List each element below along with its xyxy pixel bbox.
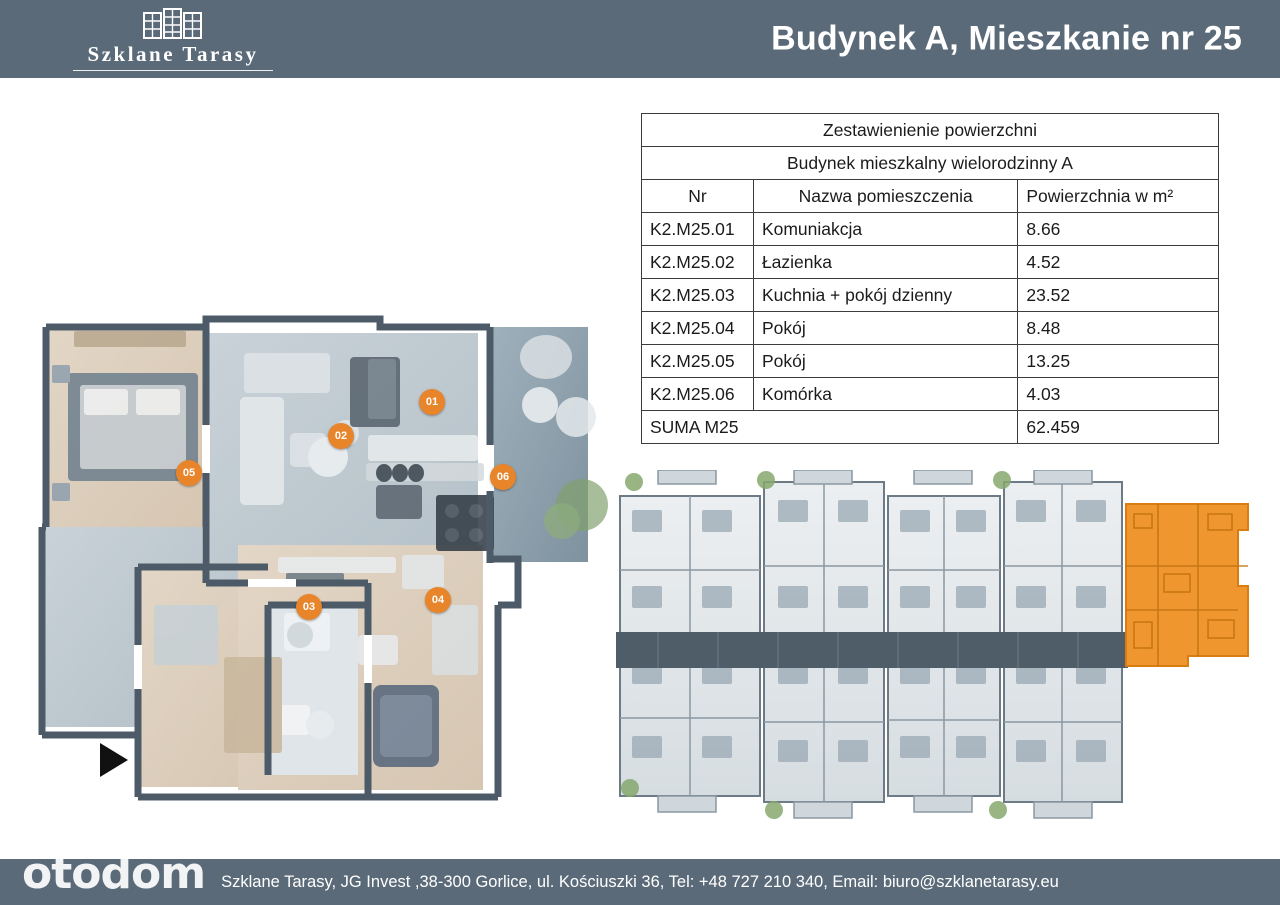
otodom-watermark: otodom <box>22 848 206 899</box>
cell-name: Pokój <box>753 345 1017 378</box>
table-row <box>642 246 1219 279</box>
column-header-area: Powierzchnia w m² <box>1018 180 1219 213</box>
brand-name: Szklane Tarasy <box>87 41 259 66</box>
table-header-row <box>642 180 1219 213</box>
table-total-row <box>642 411 1219 444</box>
column-header-name: Nazwa pomieszczenia <box>753 180 1017 213</box>
logo-divider <box>73 70 273 71</box>
page-header <box>0 0 1280 78</box>
room-badge-01: 01 <box>419 389 445 415</box>
table-row <box>642 378 1219 411</box>
total-area: 62.459 <box>1018 411 1219 444</box>
floorplan-drawing <box>28 305 608 815</box>
cell-area: 8.66 <box>1018 213 1219 246</box>
table-title: Zestawienienie powierzchni <box>642 114 1219 147</box>
room-badge-04: 04 <box>425 587 451 613</box>
apartment-floorplan <box>28 305 608 815</box>
cell-nr: K2.M25.01 <box>642 213 754 246</box>
table-subtitle: Budynek mieszkalny wielorodzinny A <box>642 147 1219 180</box>
cell-nr: K2.M25.03 <box>642 279 754 312</box>
cell-area: 8.48 <box>1018 312 1219 345</box>
table-title-row <box>642 114 1219 147</box>
building-keyplan <box>598 470 1258 835</box>
room-badge-06: 06 <box>490 464 516 490</box>
total-label: SUMA M25 <box>642 411 1018 444</box>
cell-name: Kuchnia + pokój dzienny <box>753 279 1017 312</box>
table-subtitle-row <box>642 147 1219 180</box>
cell-area: 4.52 <box>1018 246 1219 279</box>
cell-nr: K2.M25.02 <box>642 246 754 279</box>
keyplan-drawing <box>598 470 1258 835</box>
cell-area: 4.03 <box>1018 378 1219 411</box>
area-summary-table <box>641 113 1219 444</box>
table-row <box>642 345 1219 378</box>
brand-logo <box>58 6 288 72</box>
page-title: Budynek A, Mieszkanie nr 25 <box>771 19 1242 58</box>
entrance-arrow-icon <box>100 743 128 777</box>
room-badge-05: 05 <box>176 460 202 486</box>
footer-contact-text: Szklane Tarasy, JG Invest ,38-300 Gorlice, ul. Kościuszki 36, Tel: +48 727 210 340, Email: biuro@szklanetarasy.eu <box>221 872 1059 891</box>
cell-nr: K2.M25.04 <box>642 312 754 345</box>
keyplan-units <box>616 470 1128 819</box>
cell-nr: K2.M25.06 <box>642 378 754 411</box>
room-badge-02: 02 <box>328 423 354 449</box>
table-row <box>642 312 1219 345</box>
cell-name: Komórka <box>753 378 1017 411</box>
page-footer <box>0 859 1280 905</box>
cell-area: 23.52 <box>1018 279 1219 312</box>
cell-name: Komuniakcja <box>753 213 1017 246</box>
column-header-nr: Nr <box>642 180 754 213</box>
cell-name: Łazienka <box>753 246 1017 279</box>
cell-name: Pokój <box>753 312 1017 345</box>
building-icon <box>142 8 204 40</box>
highlighted-unit <box>1126 504 1248 666</box>
table-row <box>642 213 1219 246</box>
room-badge-03: 03 <box>296 594 322 620</box>
cell-area: 13.25 <box>1018 345 1219 378</box>
table-row <box>642 279 1219 312</box>
cell-nr: K2.M25.05 <box>642 345 754 378</box>
